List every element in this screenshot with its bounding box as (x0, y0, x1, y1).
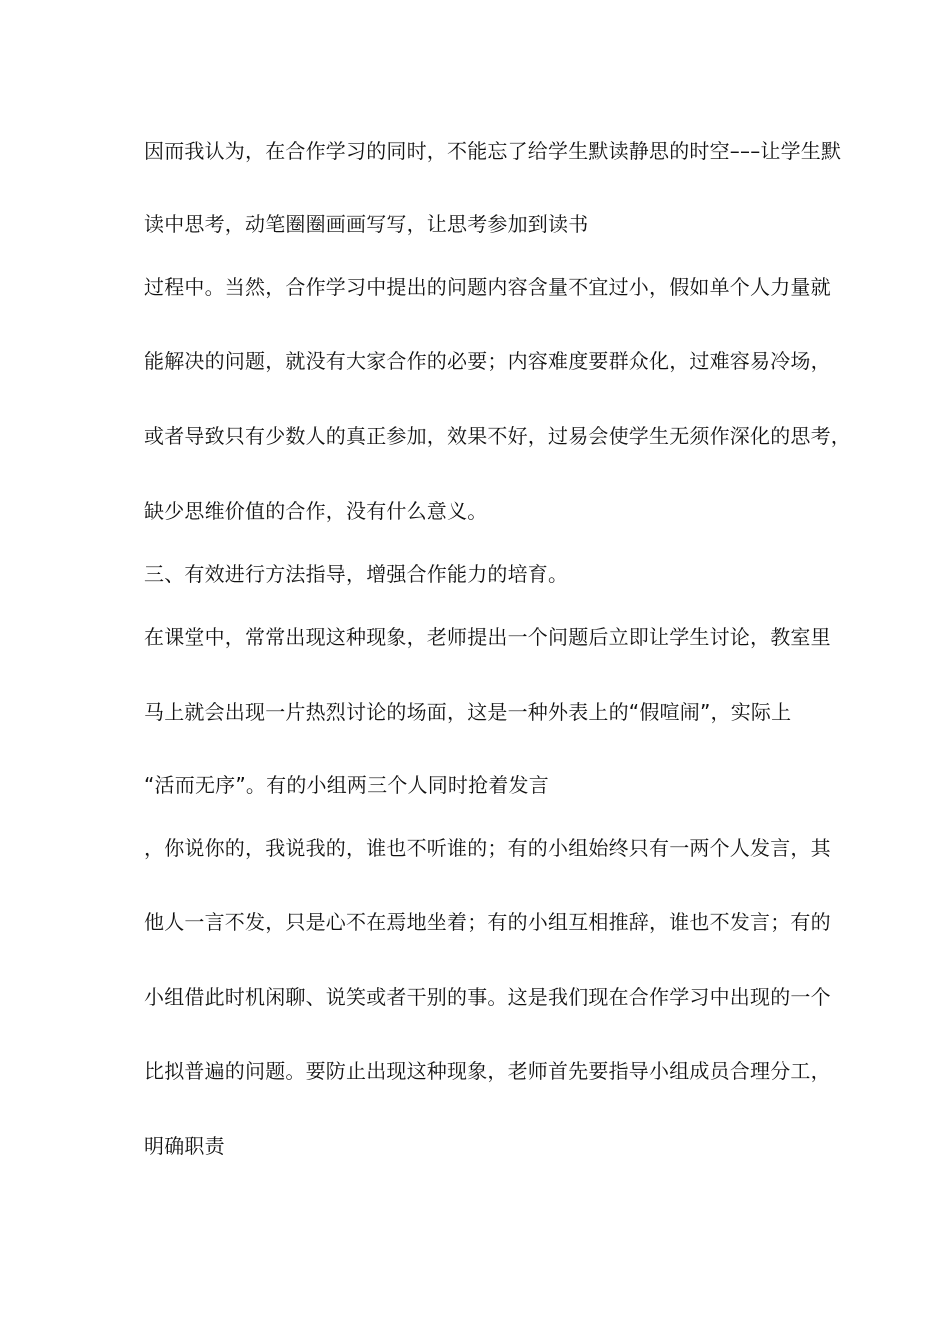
paragraph-line: 比拟普遍的问题。要防止出现这种现象，老师首先要指导小组成员合理分工， (144, 1059, 831, 1083)
paragraph-line: 能解决的问题，就没有大家合作的必要；内容难度要群众化，过难容易冷场， (144, 349, 831, 373)
paragraph-line: 过程中。当然，合作学习中提出的问题内容含量不宜过小，假如单个人力量就 (144, 275, 831, 299)
paragraph-line: “活而无序”。有的小组两三个人同时抢着发言 (144, 773, 549, 797)
paragraph-line: 在课堂中，常常出现这种现象，老师提出一个问题后立即让学生讨论，教室里 (144, 625, 831, 649)
paragraph-line: 或者导致只有少数人的真正参加，效果不好，过易会使学生无须作深化的思考， (144, 424, 851, 448)
paragraph-line: 缺少思维价值的合作，没有什么意义。 (144, 499, 488, 523)
paragraph-line: 他人一言不发，只是心不在焉地坐着；有的小组互相推辞，谁也不发言；有的 (144, 910, 831, 934)
section-heading: 三、有效进行方法指导，增强合作能力的培育。 (144, 562, 569, 586)
paragraph-line: 读中思考，动笔圈圈画画写写，让思考参加到读书 (144, 212, 589, 236)
paragraph-line: ，你说你的，我说我的，谁也不听谁的；有的小组始终只有一两个人发言，其 (144, 836, 831, 860)
paragraph-line: 小组借此时机闲聊、说笑或者干别的事。这是我们现在合作学习中出现的一个 (144, 985, 831, 1009)
paragraph-line: 明确职责 (144, 1134, 225, 1158)
paragraph-line: 因而我认为，在合作学习的同时，不能忘了给学生默读静思的时空–––让学生默 (144, 139, 842, 163)
paragraph-line: 马上就会出现一片热烈讨论的场面，这是一种外表上的“假喧闹”，实际上 (144, 700, 792, 724)
